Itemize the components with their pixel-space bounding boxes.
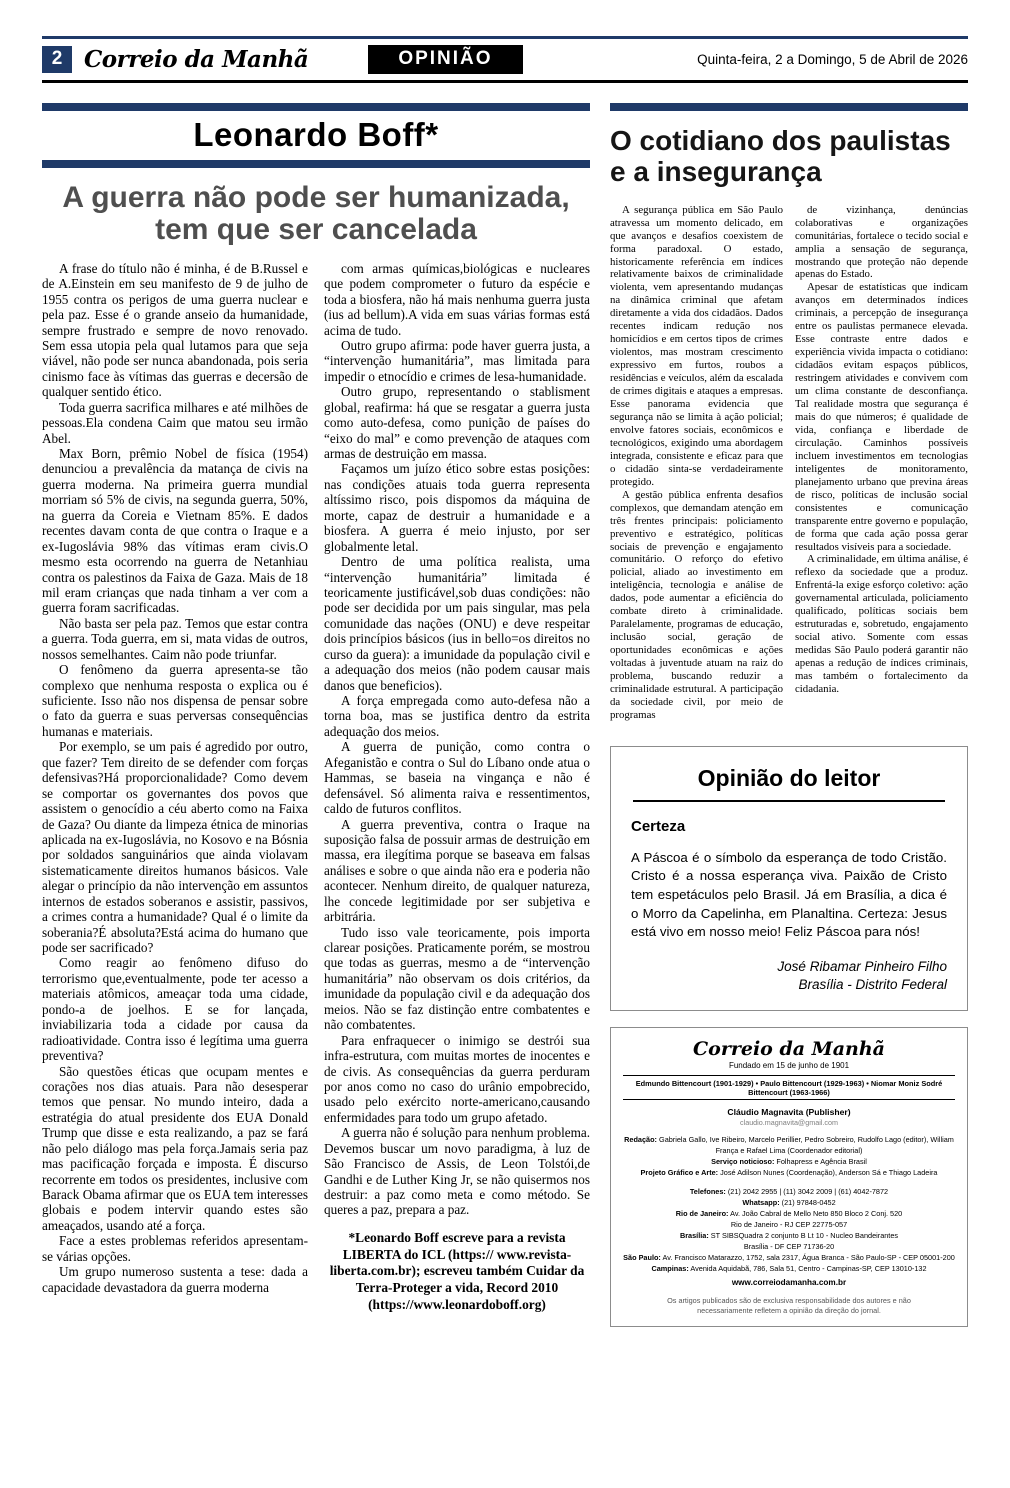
- masthead-logo-small: Correio da Manhã: [693, 1038, 885, 1061]
- paragraph: Não basta ser pela paz. Temos que estar contra a guerra. Toda guerra, em si, mata vidas de outros, nossos semelhantes. Caim não pode triunfar.: [42, 615, 308, 662]
- paulistas-rule-top: [610, 103, 968, 111]
- paragraph: A guerra preventiva, contra o Iraque na suposição falsa de possuir armas de destruição em massa, era ilegítima porque se baseava em falsas análises e sobre o que ainda não era e poderia não acontecer. Nenhum direito, de qualquer natureza, lhe concede legitimidade por ser subjetiva e arbitrária.: [324, 816, 590, 925]
- page-content: [42, 103, 968, 1327]
- staff-line: [623, 1168, 955, 1179]
- contact-line: [623, 1187, 955, 1198]
- contact-line: [623, 1231, 955, 1242]
- contact-line: [623, 1209, 955, 1220]
- paragraph: A guerra de punição, como contra o Afeganistão e contra o Sul do Líbano onde atua o Hammas, se baseia na vingança e não é defensável. Só alimenta raiva e ressentimentos, caldo de futuros conflitos.: [324, 739, 590, 817]
- top-rule: [42, 36, 968, 39]
- contact-label: Brasília:: [679, 1230, 709, 1240]
- founded-date: Fundado em 15 de junho de 1901: [728, 1061, 850, 1071]
- contact-text: ST SIBSQuadra 2 conjunto B Lt 10 - Nucleo Bandeirantes: [710, 1230, 899, 1240]
- staff-text: Gabriela Gallo, Ive Ribeiro, Marcelo Perillier, Pedro Sobreiro, Rudolfo Lago (editor), William França e Rafael Lima (Coordenador editorial): [659, 1135, 954, 1156]
- contact-text: (21) 97848-0452: [781, 1198, 836, 1208]
- publisher-email: claudio.magnavita@gmail.com: [740, 1118, 838, 1128]
- staff-label: Redação:: [624, 1135, 657, 1145]
- author-bio-note: [324, 1230, 590, 1314]
- paragraph: A guerra não é solução para nenhum problema. Devemos buscar um novo paradigma, à luz de São Francisco de Assis, de Leon Tolstói,de Gandhi e de Luther King Jr, se não quisermos nos destruir: a paz como meta e como método. Se queres a paz, prepara a paz.: [324, 1125, 591, 1218]
- paragraph: Apesar de estatísticas que indicam avanços em determinados índices criminais, a percepção de insegurança entre os paulistas permanece elevada. Esse contraste entre dados e experiência vivida impacta o cotidiano: cidadãos evitam espaços públicos, restringem atividades e convivem com um clima constante de desconfiança. Tal realidade mostra que segurança é mais do que números; é qualidade de vida, confiança e liberdade de circulação. Caminhos possíveis incluem investimentos em tecnologias inteligentes de monitoramento, planejamento urbano que previna áreas de risco, políticas de inclusão social consistentes e comunicação transparente entre governo e população, de forma que cada ação possa gerar resultados visíveis para a sociedade.: [795, 281, 968, 553]
- contact-label: Rio de Janeiro:: [675, 1208, 729, 1218]
- page-number: 2: [42, 46, 72, 73]
- contact-text: Av. Francisco Matarazzo, 1752, sala 2317, Água Branca - São Paulo-SP - CEP 05001-200: [662, 1252, 955, 1262]
- contact-line: [623, 1242, 955, 1253]
- paulistas-body: [610, 204, 968, 722]
- contact-text: (21) 2042 2955 | (11) 3042 2009 | (61) 4042-7872: [727, 1187, 889, 1197]
- staff-label: Projeto Gráfico e Arte:: [640, 1168, 719, 1178]
- article-column-2: [324, 261, 590, 1314]
- paragraph: Como reagir ao fenômeno difuso do terrorismo que,eventualmente, pode ter acesso a materiais atômicos, ameaçar toda uma cidade, pondo-a de joelhos. E se for lançada, inviabilizaria toda a cidade por causa da radioatividade. Contra isso é legítima uma guerra preventiva?: [42, 955, 308, 1064]
- contact-line: [623, 1264, 955, 1275]
- paragraph: Max Born, prêmio Nobel de física (1954) denunciou a prevalência da matança de civis na guerra moderna. Na primeira guerra mundial morriam só 5% de civis, na segunda guerra, 50%, na guerra da Coreia e Vietnam 85%. E dados recentes davam conta de que contra o Iraque e a ex-Iugoslávia 98% das vítimas eram civis.O mesmo esta ocorrendo na guerra de Netanhiau contra os palestinos da Faixa de Gaza. Mais de 18 mil eram crianças que nada tinham a ver com a guerra foram sacrificadas.: [42, 446, 308, 616]
- paulistas-article: [610, 103, 968, 722]
- article-title: A guerra não pode ser humanizada, tem que ser cancelada: [62, 181, 570, 247]
- right-column: [610, 103, 968, 1327]
- paragraph: Tudo isso vale teoricamente, pois importa clarear posições. Praticamente porém, se mostrou que todas as guerras, mesmo a de “intervenção humanitária” não observam os dois critérios, da imunidade da população civil e da adequação dos meios. Não se faz distinção entre combatentes e não combatentes.: [324, 924, 590, 1033]
- contact-line: [623, 1220, 955, 1231]
- contact-line: [623, 1253, 955, 1264]
- founders-line: Edmundo Bittencourt (1901-1929) • Paulo Bittencourt (1929-1963) • Niomar Moniz Sodré Bittencourt (1963-1966): [623, 1075, 955, 1100]
- contacts-block: [623, 1187, 955, 1287]
- edition-date: Quinta-feira, 2 a Domingo, 5 de Abril de 2026: [697, 51, 968, 67]
- paragraph: A gestão pública enfrenta desafios complexos, que demandam atenção em três frentes principais: policiamento preventivo e estratégico, políticas sociais de prevenção e engajamento comunitário. O reforço do efetivo policial, aliado ao investimento em inteligência, tecnologia e análise de dados, pode aumentar a eficiência do combate direto à criminalidade. Paralelamente, programas de educação, inclusão social, geração de oportunidades econômicas e ações voltadas à juventude atuam na raiz do problema, buscando reduzir a criminalidade estrutural. A participação da sociedade civil, por meio de programas: [610, 488, 783, 721]
- masthead-box: [610, 1027, 968, 1327]
- contact-line: [623, 1198, 955, 1209]
- paragraph: Dentro de uma política realista, uma “intervenção humanitária” limitada é teoricamente justificável,sob duas condições: não pode ser decidida por um pais singular, mas pela comunidade das nações (ONU) e deve respeitar dois princípios básicos (ius in bello=os direitos no curso da guera): a imunidade da população civil e a adequação dos meios (não podem causar mais danos que beneficios).: [324, 554, 590, 693]
- staff-label: Serviço noticioso:: [711, 1157, 775, 1167]
- reader-opinion-box: [610, 746, 968, 1011]
- staff-text: José Adilson Nunes (Coordenação), Anderson Sá e Thiago Ladeira: [720, 1168, 938, 1178]
- paragraph: A força empregada como auto-defesa não a torna boa, mas se justifica dentro da estrita adequação dos meios.: [324, 693, 590, 739]
- staff-block: [623, 1135, 955, 1179]
- contact-label: Telefones:: [689, 1187, 726, 1197]
- contact-label: Campinas:: [651, 1263, 689, 1273]
- masthead-logo: Correio da Manhã: [84, 45, 309, 73]
- contact-text: Rio de Janeiro - RJ CEP 22775-057: [730, 1219, 848, 1229]
- contact-label: Whatsapp:: [742, 1198, 780, 1208]
- paragraph: Por exemplo, se um pais é agredido por outro, que fazer? Tem direito de se defender com forças defensivas?Há proporcionalidade? Como devem se comportar os governantes dos povos que assistem o genocídio a céu aberto como na Faixa de Gaza? Ou diante da limpeza étnica de minorias aplicada na ex-Iugoslávia, no Kosovo e na Bósnia por soldados sanguinários que ainda violavam sistematicamente direitos humanos básicos. Vale alegar o princípio da não intervenção em assuntos internos de estados soberanos e assistir, passivos, a crimes contra a humanidade? Qual é o limite da soberania?É absoluta?Está acima do humano que pode ser sacrificado?: [42, 739, 308, 956]
- staff-text: Folhapress e Agência Brasil: [776, 1157, 867, 1167]
- paulistas-column-2: [795, 204, 968, 722]
- letter-body: A Páscoa é o símbolo da esperança de todo Cristão. Cristo é a nossa esperança viva. Paixão de Cristo tem espetáculos pelo Brasil. Já em Brasília, a dica é o Morro da Capelinha, em Planaltina. Certeza: Jesus está vivo em nosso meio! Feliz Páscoa para nós!: [631, 849, 947, 940]
- paragraph: Façamos um juízo ético sobre estas posições: nas condições atuais toda guerra representa altíssimo risco, pois dispomos da máquina de morte, capaz de destruir a humanidade e a biosfera. A guerra é meio injusto, por ser globalmente letal.: [324, 461, 590, 554]
- contact-text: Brasília - DF CEP 71736-20: [743, 1241, 835, 1251]
- publisher-name: Cláudio Magnavita (Publisher): [727, 1107, 851, 1118]
- page-header: [42, 36, 968, 83]
- website-url: www.correiodamanha.com.br: [731, 1277, 847, 1287]
- paragraph: Para enfraquecer o inimigo se destrói sua infra-estrutura, com muitas mortes de inocentes e de civis. As consequências da guerra perduram por anos como no caso do urânio empobrecido, usado pelo exército norte-americano,causando enfermidades para todo um grupo afetado.: [324, 1032, 590, 1125]
- letter-title: Certeza: [631, 817, 686, 835]
- paragraph: São questões éticas que ocupam mentes e corações nos dias atuais. Para não desesperar temos que pensar. No mundo inteiro, dada a estratégia do atual presidente dos EUA Donald Trump que disse e esta realizando, a paz se fará não pelo diálogo mas pela força.Jamais seria paz mas pacificação forçada e imposta. É discurso recorrente em todos os presidentes, inclusive com Barack Obama afirmar que os EUA tem interesses globais e podem intervir quando estes são ameaçados, usando até a força.: [42, 1063, 308, 1233]
- boff-article: [42, 103, 590, 1327]
- paragraph: A segurança pública em São Paulo atravessa um momento delicado, em que avanços e desafios coexistem de forma paradoxal. O estado, historicamente referência em índices relativamente baixos de criminalidade violenta, vem apresentando mudanças na dinâmica criminal que afetam diretamente a vida dos cidadãos. Dados recentes indicam redução nos homicídios e em certos tipos de crimes violentos, mas mostram crescimento expressivo em furtos, roubos a residências e veículos, além da escalada de crimes digitais e ataques a empresas. Esse panorama evidencia que segurança não se limita à ação policial; envolve fatores sociais, econômicos e tecnológicos, exigindo uma abordagem integrada, consistente e eficaz para que o cidadão sinta-se verdadeiramente protegido.: [610, 203, 783, 488]
- letter-signature-name: José Ribamar Pinheiro Filho: [777, 958, 947, 974]
- paragraph: Outro grupo, representando o stablisment global, reafirma: há que se resgatar a guerra justa como auto-defesa, como punição de países do “eixo do mal” e como prevenção de ataques com armas de destruição em massa.: [324, 384, 590, 462]
- header-row: [42, 42, 968, 76]
- section-label: OPINIÃO: [368, 45, 522, 74]
- paragraph: O fenômeno da guerra apresenta-se tão complexo que nenhuma resposta o explica ou é suficiente. Isso não nos dispensa de pensar sobre o fato da guerra e suas perversas consequências humanas e materiais.: [42, 662, 308, 739]
- paragraph: Toda guerra sacrifica milhares e até milhões de pessoas.Ela condena Caim que matou seu irmão Abel.: [42, 399, 308, 446]
- contact-text: Avenida Aquidabã, 786, Sala 51, Centro - Campinas-SP, CEP 13010-132: [690, 1263, 927, 1273]
- paragraph: Outro grupo afirma: pode haver guerra justa, a “intervenção humanitária”, mas limitada para impedir o etnocídio e crimes de lesa-humanidade.: [324, 337, 590, 384]
- author-rule-top: [42, 103, 590, 111]
- reader-title-rule: [633, 800, 945, 802]
- header-rule: [42, 80, 968, 83]
- article-body: [42, 261, 590, 1314]
- reader-opinion-title: Opinião do leitor: [697, 764, 881, 791]
- article-author: Leonardo Boff*: [193, 116, 439, 153]
- paragraph: A criminalidade, em última análise, é reflexo da sociedade que a produz. Enfrentá-la exige esforço coletivo: ação governamental articulada, policiamento qualificado, políticas sociais bem estruturadas e, sobretudo, engajamento social ativo. Somente com essas medidas São Paulo poderá garantir não apenas a redução de índices criminais, mas também o fortalecimento da cidadania.: [795, 553, 968, 695]
- letter-signature-place: Brasília - Distrito Federal: [798, 977, 947, 993]
- author-rule-bottom: [42, 160, 590, 168]
- paragraph: Um grupo numeroso sustenta a tese: dada a capacidade devastadora da guerra moderna: [42, 1264, 308, 1295]
- contact-text: Av. João Cabral de Mello Neto 850 Bloco 2 Conj. 520: [730, 1208, 903, 1218]
- staff-line: [623, 1135, 955, 1157]
- disclaimer-text: Os artigos publicados são de exclusiva responsabilidade dos autores e não necessariamente refletem a opinião da direção do jornal.: [667, 1295, 911, 1315]
- paragraph: de vizinhança, denúncias colaborativas e organizações comunitárias, fortalece o tecido social e amplia a sensação de segurança, mostrando que proteção não depende apenas do Estado.: [795, 203, 968, 281]
- author-bio-text: *Leonardo Boff escreve para a revista LIBERTA do ICL (https:// www.revista-liberta.com.br); escreveu também Cuidar da Terra-Proteger a vida, Record 2010 (https://www.leonardoboff.org): [329, 1229, 585, 1312]
- paragraph: com armas químicas,biológicas e nucleares que podem comprometer o futuro da espécie e toda a biosfera, não há mais nenhuma guerra justa (ius ad bellum).A vida em suas várias formas está acima de tudo.: [324, 260, 590, 338]
- contact-label: São Paulo:: [623, 1252, 661, 1262]
- paragraph: A frase do título não é minha, é de B.Russel e de A.Einstein em seu manifesto de 9 de julho de 1955 contra os perigos de uma guerra nuclear e pela paz. Esse é o grande anseio da humanidade, sempre frustrado e sempre de novo renovado. Sem essa utopia pela qual lutamos para que seja viável, não pode ser nunca abandonada, pois seria cinismo face às vítimas das guerras e decersão de qualquer sentido ético.: [42, 260, 308, 400]
- article-column-1: [42, 261, 308, 1314]
- paulistas-title: O cotidiano dos paulistas e a insegurança: [610, 125, 951, 188]
- paulistas-column-1: [610, 204, 783, 722]
- staff-line: [623, 1157, 955, 1168]
- paragraph: Face a estes problemas referidos apresentam-se várias opções.: [42, 1233, 308, 1264]
